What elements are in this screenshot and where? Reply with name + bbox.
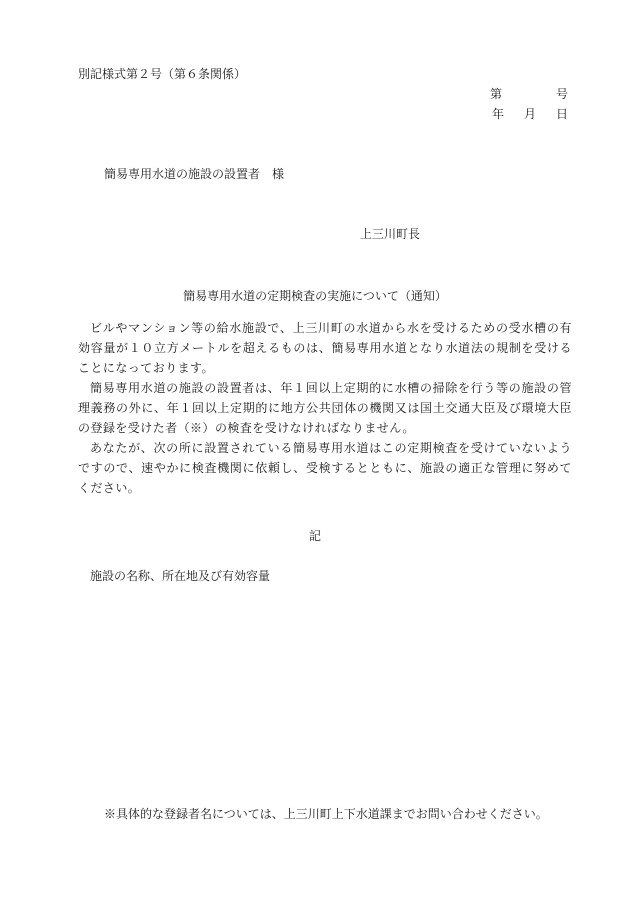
addressee-honorific: 様 [272, 167, 285, 181]
body-paragraph-2: 簡易専用水道の施設の設置者は、年１回以上定期的に水槽の掃除を行う等の施設の管理義務の外に、年１回以上定期的に地方公共団体の機関又は国土交通大臣及び環境大臣の登録を受けた者（※）の検査を受けなければなりません。 [78, 381, 572, 435]
body-text [78, 318, 572, 498]
body-paragraph-3: あなたが、次の所に設置されている簡易専用水道はこの定期検査を受けていないようですので、速やかに検査機関に依頼し、受検するとともに、施設の適正な管理に努めてください。 [78, 441, 572, 495]
date-month: 月 [523, 107, 536, 121]
date-year: 年 [491, 107, 504, 121]
document-number-prefix: 第 [489, 87, 502, 101]
ki-heading: 記 [308, 529, 321, 543]
addressee-name: 簡易専用水道の施設の設置者 [104, 167, 261, 181]
facility-details-area [90, 590, 570, 790]
sender: 上三川町長 [360, 227, 421, 241]
footnote: ※具体的な登録者名については、上三川町上下水道課までお問い合わせください。 [104, 807, 548, 821]
document-number [490, 86, 568, 102]
document-number-suffix: 号 [555, 87, 568, 101]
document-title: 簡易専用水道の定期検査の実施について（通知） [183, 289, 447, 303]
document-date [492, 106, 568, 122]
body-paragraph-1: ビルやマンション等の給水施設で、上三川町の水道から水を受けるための受水槽の有効容量が１０立方メートルを超えるものは、簡易専用水道となり水道法の規制を受けることになっております。 [78, 321, 572, 375]
date-day: 日 [555, 107, 568, 121]
addressee [104, 166, 284, 182]
facility-label: 施設の名称、所在地及び有効容量 [90, 569, 271, 583]
form-label: 別記様式第２号（第６条関係） [78, 67, 247, 81]
